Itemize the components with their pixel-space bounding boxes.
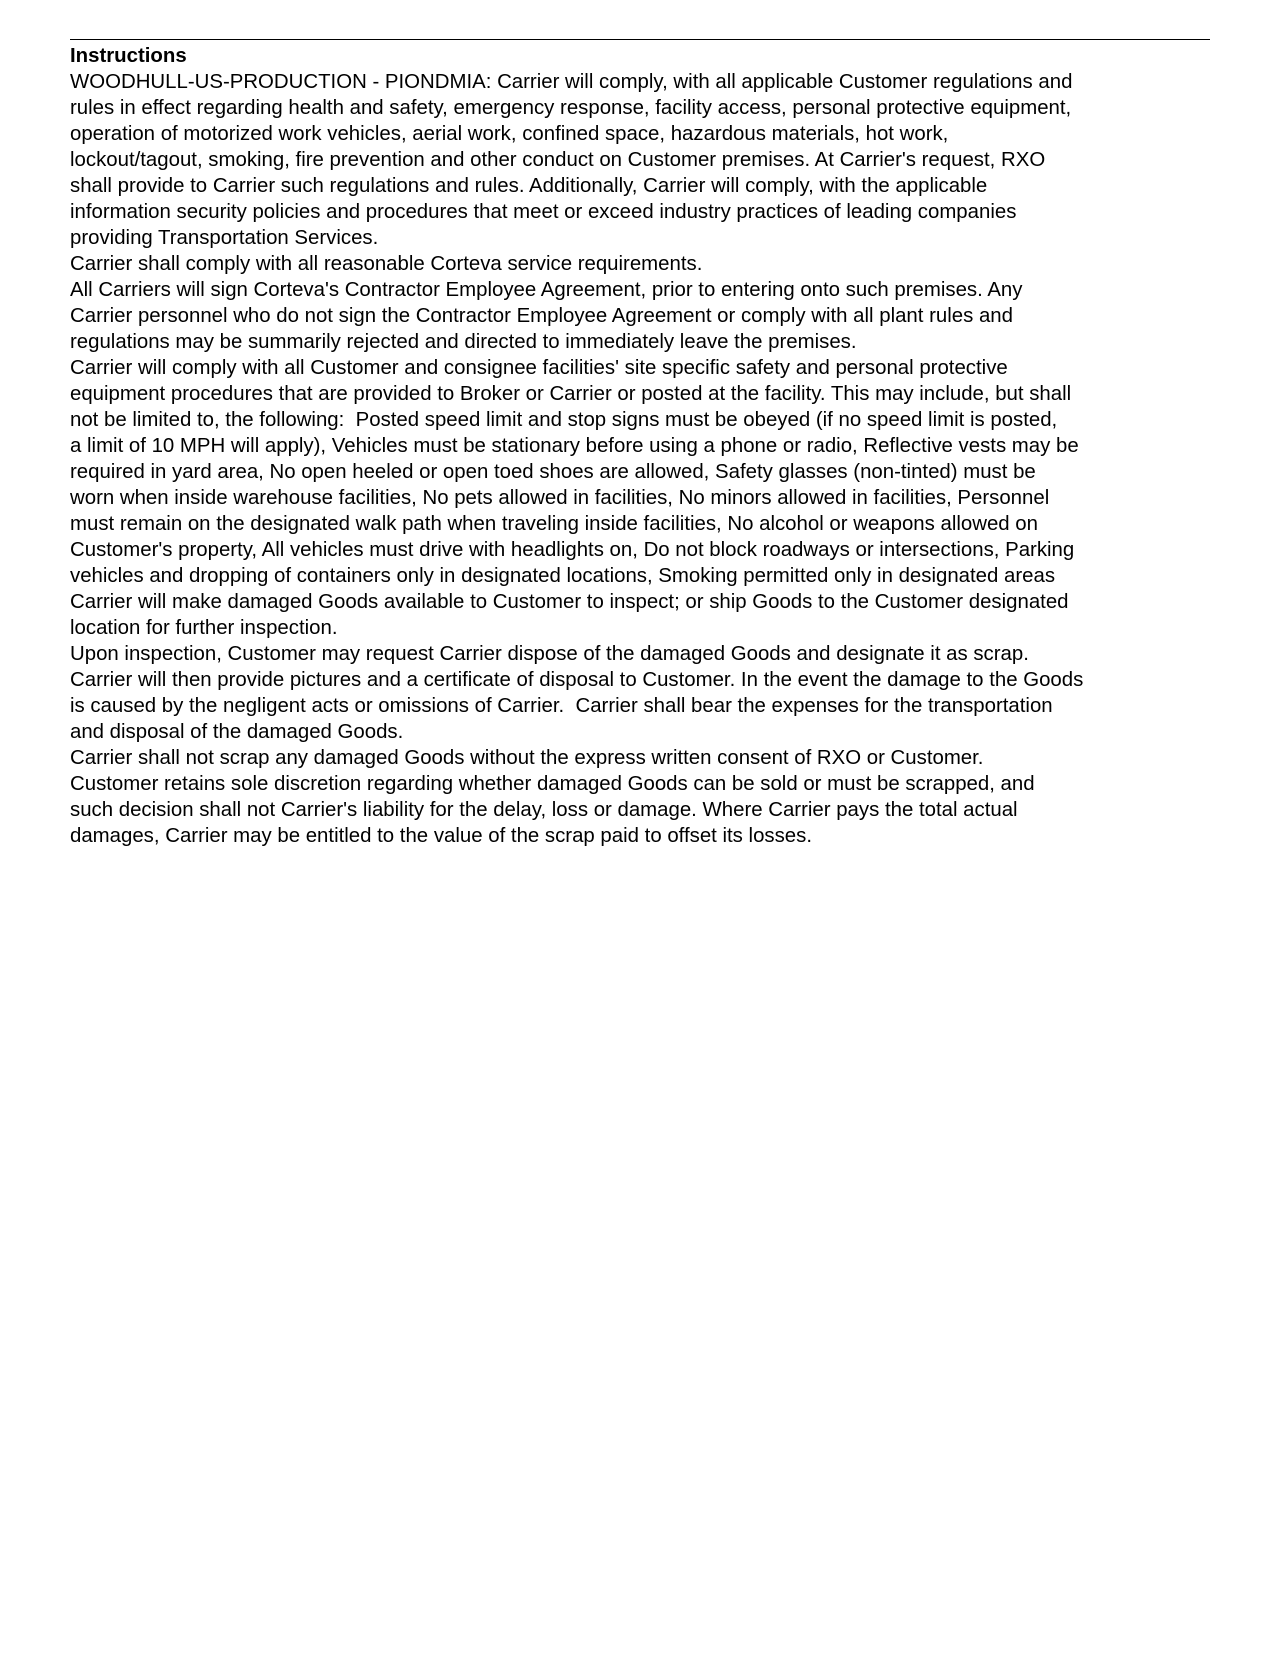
text-line: Upon inspection, Customer may request Carrier dispose of the damaged Goods and designate it as scrap. xyxy=(70,643,1029,665)
text-line: worn when inside warehouse facilities, No pets allowed in facilities, No minors allowed in facilities, Personnel xyxy=(70,487,1050,509)
instructions-section xyxy=(70,43,1210,849)
instructions-body xyxy=(70,69,1210,849)
text-line: must remain on the designated walk path when traveling inside facilities, No alcohol or weapons allowed on xyxy=(70,513,1038,535)
text-line: is caused by the negligent acts or omissions of Carrier. Carrier shall bear the expenses for the transportation xyxy=(70,695,1053,717)
text-line: a limit of 10 MPH will apply), Vehicles must be stationary before using a phone or radio, Reflective vests may be xyxy=(70,435,1079,457)
text-line: Carrier will then provide pictures and a certificate of disposal to Customer. In the event the damage to the Goods xyxy=(70,669,1084,691)
text-line: required in yard area, No open heeled or open toed shoes are allowed, Safety glasses (non-tinted) must be xyxy=(70,461,1036,483)
text-line: Carrier will make damaged Goods available to Customer to inspect; or ship Goods to the Customer designated xyxy=(70,591,1069,613)
text-line: WOODHULL-US-PRODUCTION - PIONDMIA: Carrier will comply, with all applicable Customer regulations and xyxy=(70,71,1073,93)
text-line: Carrier shall comply with all reasonable Corteva service requirements. xyxy=(70,253,703,275)
text-line: Carrier will comply with all Customer and consignee facilities' site specific safety and personal protective xyxy=(70,357,1008,379)
text-line: damages, Carrier may be entitled to the value of the scrap paid to offset its losses. xyxy=(70,825,813,847)
text-line: and disposal of the damaged Goods. xyxy=(70,721,404,743)
text-line: Customer retains sole discretion regarding whether damaged Goods can be sold or must be scrapped, and xyxy=(70,773,1035,795)
text-line: information security policies and procedures that meet or exceed industry practices of leading companies xyxy=(70,201,1017,223)
text-line: Carrier shall not scrap any damaged Goods without the express written consent of RXO or Customer. xyxy=(70,747,984,769)
text-line: operation of motorized work vehicles, aerial work, confined space, hazardous materials, hot work, xyxy=(70,123,949,145)
text-line: equipment procedures that are provided to Broker or Carrier or posted at the facility. This may include, but shall xyxy=(70,383,1072,405)
text-line: Carrier personnel who do not sign the Contractor Employee Agreement or comply with all plant rules and xyxy=(70,305,1013,327)
text-line: vehicles and dropping of containers only in designated locations, Smoking permitted only in designated areas xyxy=(70,565,1056,587)
text-line: lockout/tagout, smoking, fire prevention and other conduct on Customer premises. At Carrier's request, RXO xyxy=(70,149,1046,171)
text-line: regulations may be summarily rejected and directed to immediately leave the premises. xyxy=(70,331,857,353)
text-line: providing Transportation Services. xyxy=(70,227,379,249)
top-rule xyxy=(70,39,1210,40)
text-line: All Carriers will sign Corteva's Contractor Employee Agreement, prior to entering onto such premises. Any xyxy=(70,279,1023,301)
text-line: Customer's property, All vehicles must drive with headlights on, Do not block roadways or intersections, Parking xyxy=(70,539,1075,561)
text-line: not be limited to, the following: Posted speed limit and stop signs must be obeyed (if no speed limit is posted, xyxy=(70,409,1058,431)
text-line: such decision shall not Carrier's liability for the delay, loss or damage. Where Carrier pays the total actual xyxy=(70,799,1018,821)
text-line: shall provide to Carrier such regulations and rules. Additionally, Carrier will comply, with the applicable xyxy=(70,175,988,197)
section-heading: Instructions xyxy=(70,45,187,67)
text-line: rules in effect regarding health and safety, emergency response, facility access, personal protective equipment, xyxy=(70,97,1072,119)
text-line: location for further inspection. xyxy=(70,617,338,639)
